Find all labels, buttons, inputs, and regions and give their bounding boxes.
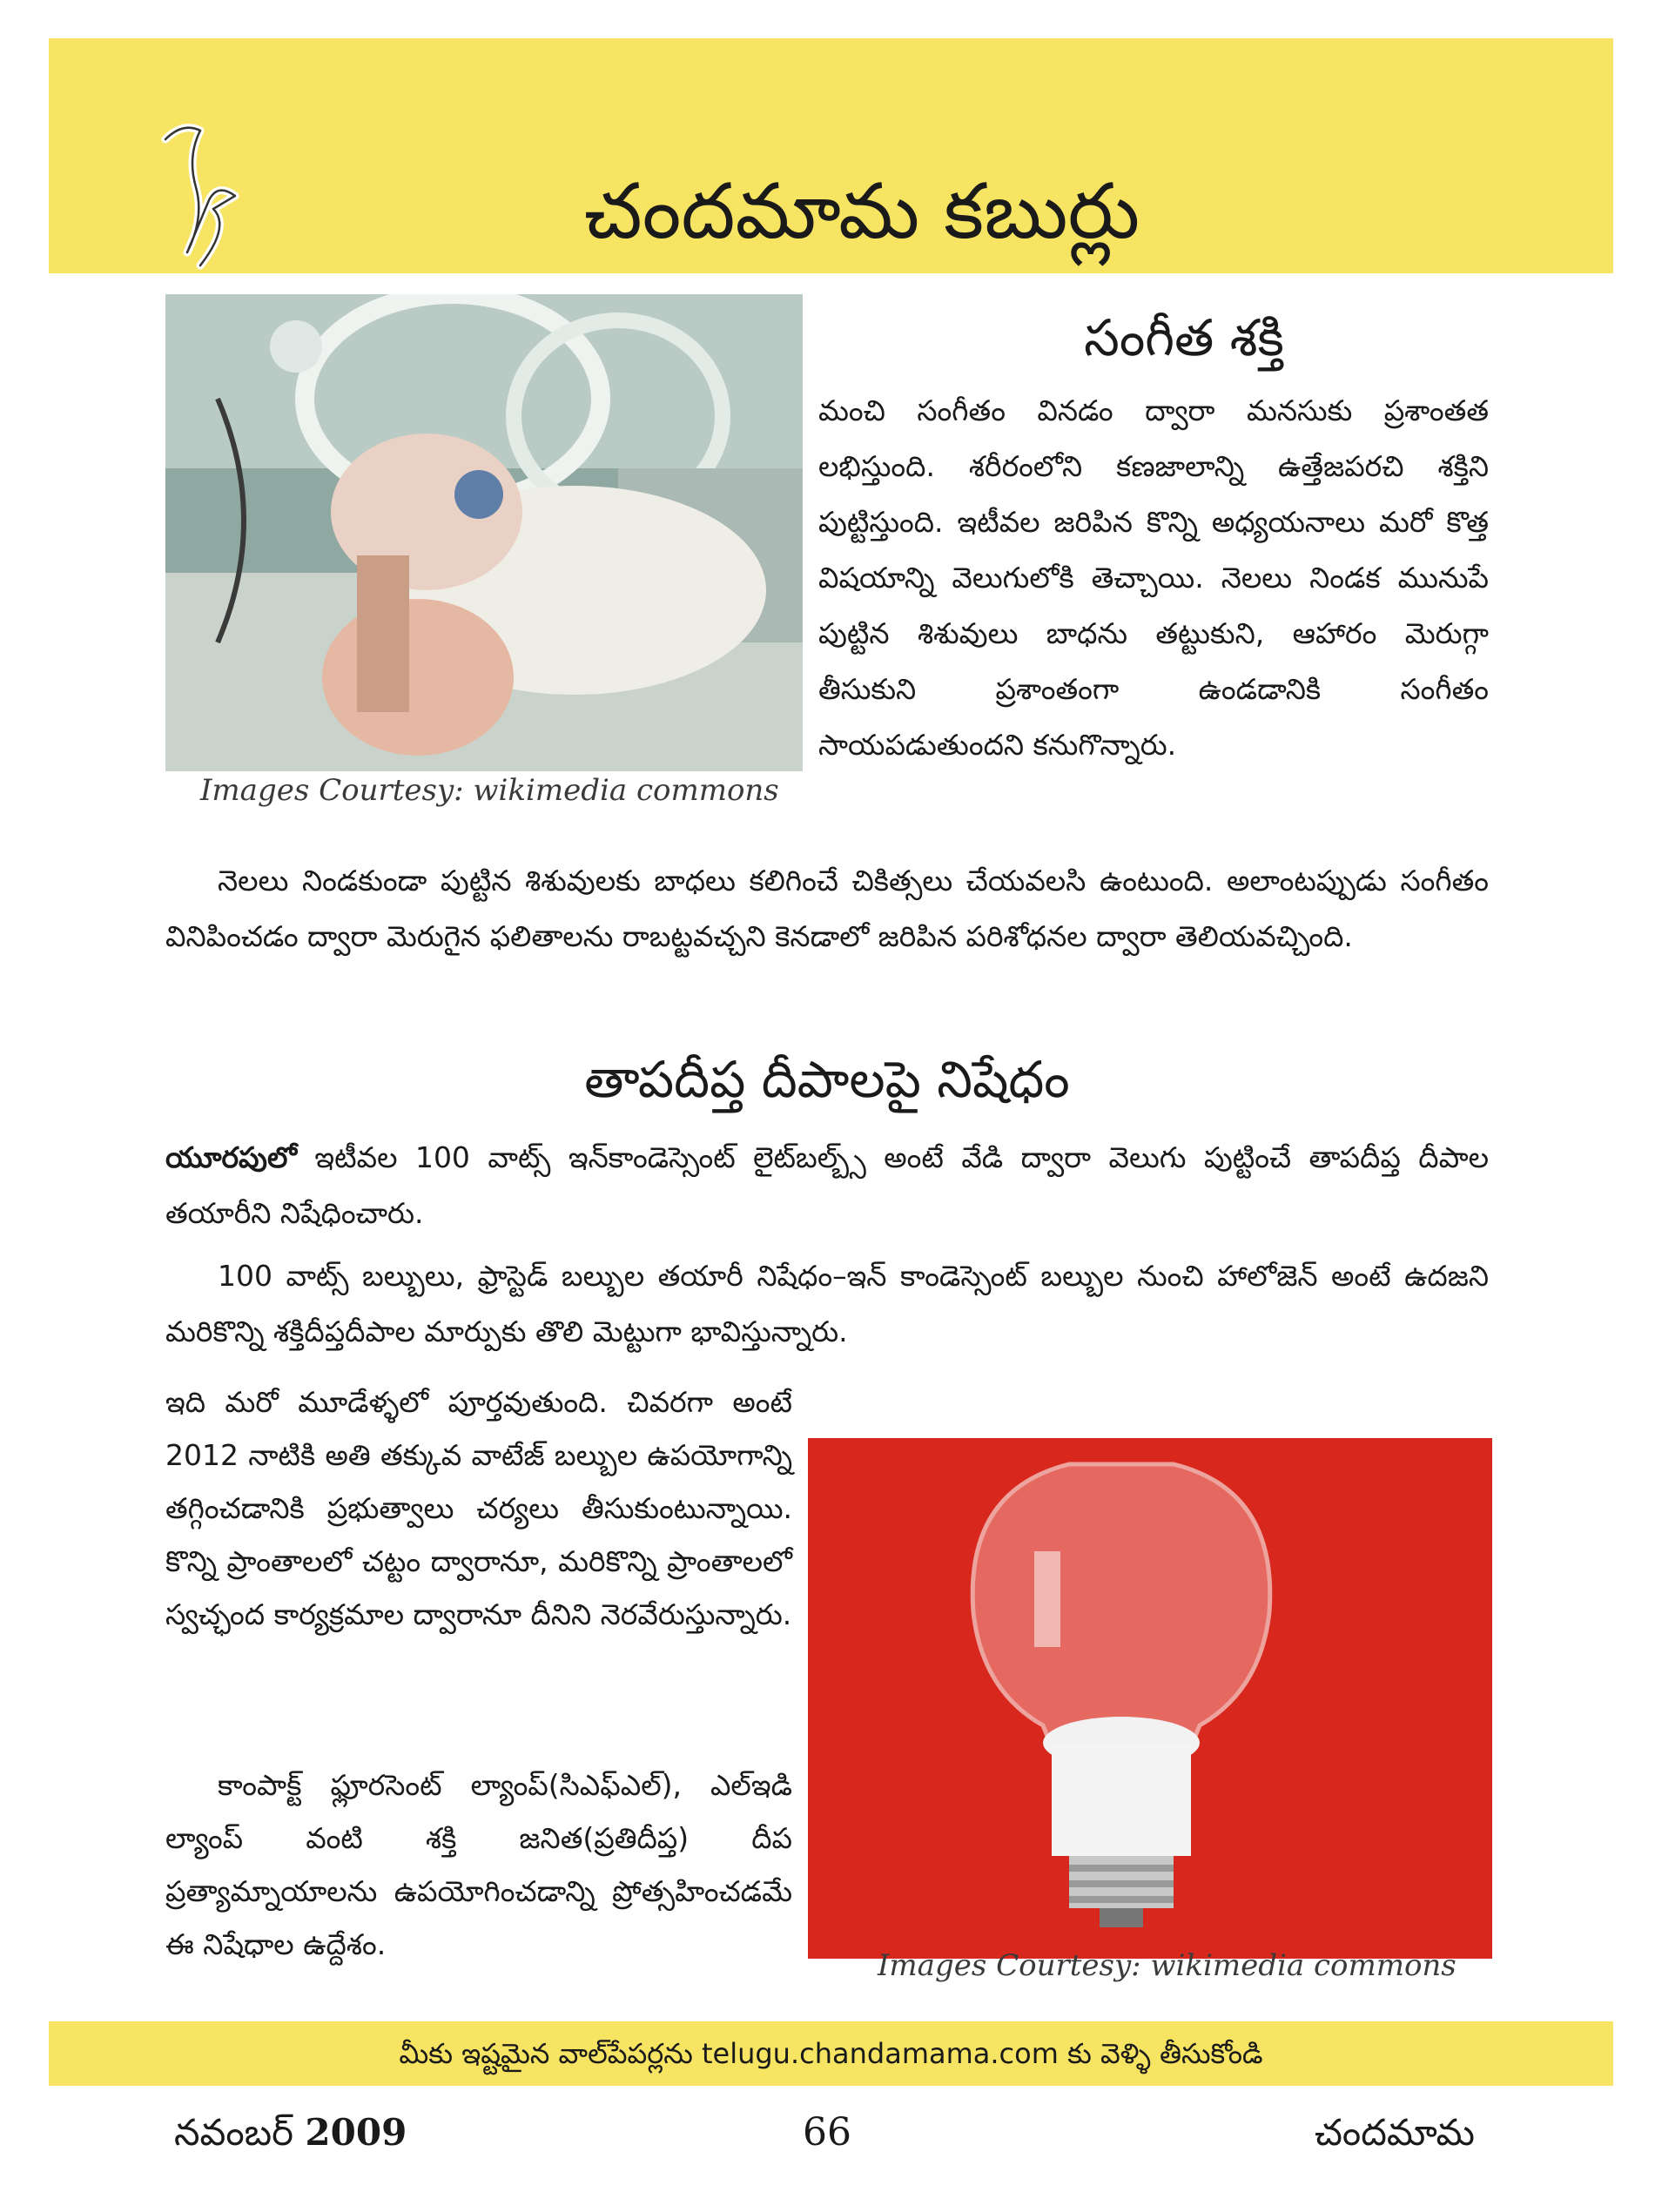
article-paragraph: 100 వాట్స్ బల్బులు, ఫ్రాస్టెడ్ బల్బుల తయారీ నిషేధం–ఇన్ కాండెస్సెంట్ బల్బుల నుంచి హాలోజెన్ అంటే ఉదజని మరికొన్ని శక్తిదీప్తదీపాల మార్పుకు తొలి మెట్టుగా భావిస్తున్నారు. <box>165 1259 1489 1348</box>
article-paragraph: ఇది మరో మూడేళ్ళలో పూర్తవుతుంది. చివరగా అంటే 2012 నాటికి అతి తక్కువ వాటేజ్ బల్బుల ఉపయోగాన్ని తగ్గించడానికి ప్రభుత్వాలు చర్యలు తీసుకుంటున్నాయి. కొన్ని ప్రాంతాలలో చట్టం ద్వారానూ, మరికొన్ని ప్రాంతాలలో స్వచ్ఛంద కార్యక్రమాల ద్వారానూ దీనిని నెరవేరుస్తున్నారు. <box>165 1385 792 1631</box>
article-paragraph: నెలలు నిండకుండా పుట్టిన శిశువులకు బాధలు కలిగించే చికిత్సలు చేయవలసి ఉంటుంది. అలాంటప్పుడు సంగీతం వినిపించడం ద్వారా మెరుగైన ఫలితాలను రాబట్టవచ్చని కెనడాలో జరిపిన పరిశోధనల ద్వారా తెలియవచ్చింది. <box>165 864 1489 953</box>
led-bulb-photo <box>808 1438 1492 1959</box>
page-number: 66 <box>803 2110 851 2155</box>
lead-word: యూరపులో <box>165 1140 297 1174</box>
issue-month: నవంబర్ <box>174 2111 294 2154</box>
article-paragraph: మంచి సంగీతం వినడం ద్వారా మనసుకు ప్రశాంతత లభిస్తుంది. శరీరంలోని కణజాలాన్ని ఉత్తేజపరచి శక్తిని పుట్టిస్తుంది. ఇటీవల జరిపిన కొన్ని అధ్యయనాలు మరో కొత్త విషయాన్ని వెలుగులోకి తెచ్చాయి. నెలలు నిండక మునుపే పుట్టిన శిశువులు బాధను తట్టుకుని, ఆహారం మెరుగ్గా తీసుకుని ప్రశాంతంగా ఉండడానికి సంగీతం సాయపడుతుందని కనుగొన్నారు. <box>818 393 1489 762</box>
promo-link-text[interactable]: మీకు ఇష్టమైన వాల్‌పేపర్లను telugu.chandamama.com కు వెళ్ళి తీసుకోండి <box>399 2037 1263 2070</box>
issue-year: 2009 <box>305 2111 407 2154</box>
logo-icon <box>148 104 279 279</box>
article-title: తాపదీప్త దీపాలపై నిషేధం <box>584 1050 1070 1109</box>
lead-text: ఇటీవల 100 వాట్స్ ఇన్‌కాండెస్సెంట్ లైట్‌బల్బ్స్ అంటే వేడి ద్వారా వెలుగు పుట్టించే తాపదీప్త దీపాల తయారీని నిషేధించారు. <box>165 1140 1489 1230</box>
magazine-name: చందమామ <box>1315 2111 1475 2154</box>
article-title: సంగీత శక్తి <box>1084 308 1284 367</box>
issue-date <box>174 2107 407 2159</box>
photo-caption: Images Courtesy: wikimedia commons <box>878 1948 1457 1983</box>
photo-caption: Images Courtesy: wikimedia commons <box>200 773 779 808</box>
article-paragraph <box>165 1130 1489 1241</box>
page-title: చందమామ కబుర్లు <box>583 166 1140 256</box>
article-paragraph: కాంపాక్ట్ ఫ్లూరసెంట్ ల్యాంప్(సిఎఫ్ఎల్), ఎల్ఇడి ల్యాంప్ వంటి శక్తి జనిత(ప్రతిదీప్త) దీప ప్రత్యామ్నాయాలను ఉపయోగించడాన్ని ప్రోత్సహించడమే ఈ నిషేధాల ఉద్దేశం. <box>165 1768 792 1961</box>
infant-incubator-photo <box>165 294 803 771</box>
